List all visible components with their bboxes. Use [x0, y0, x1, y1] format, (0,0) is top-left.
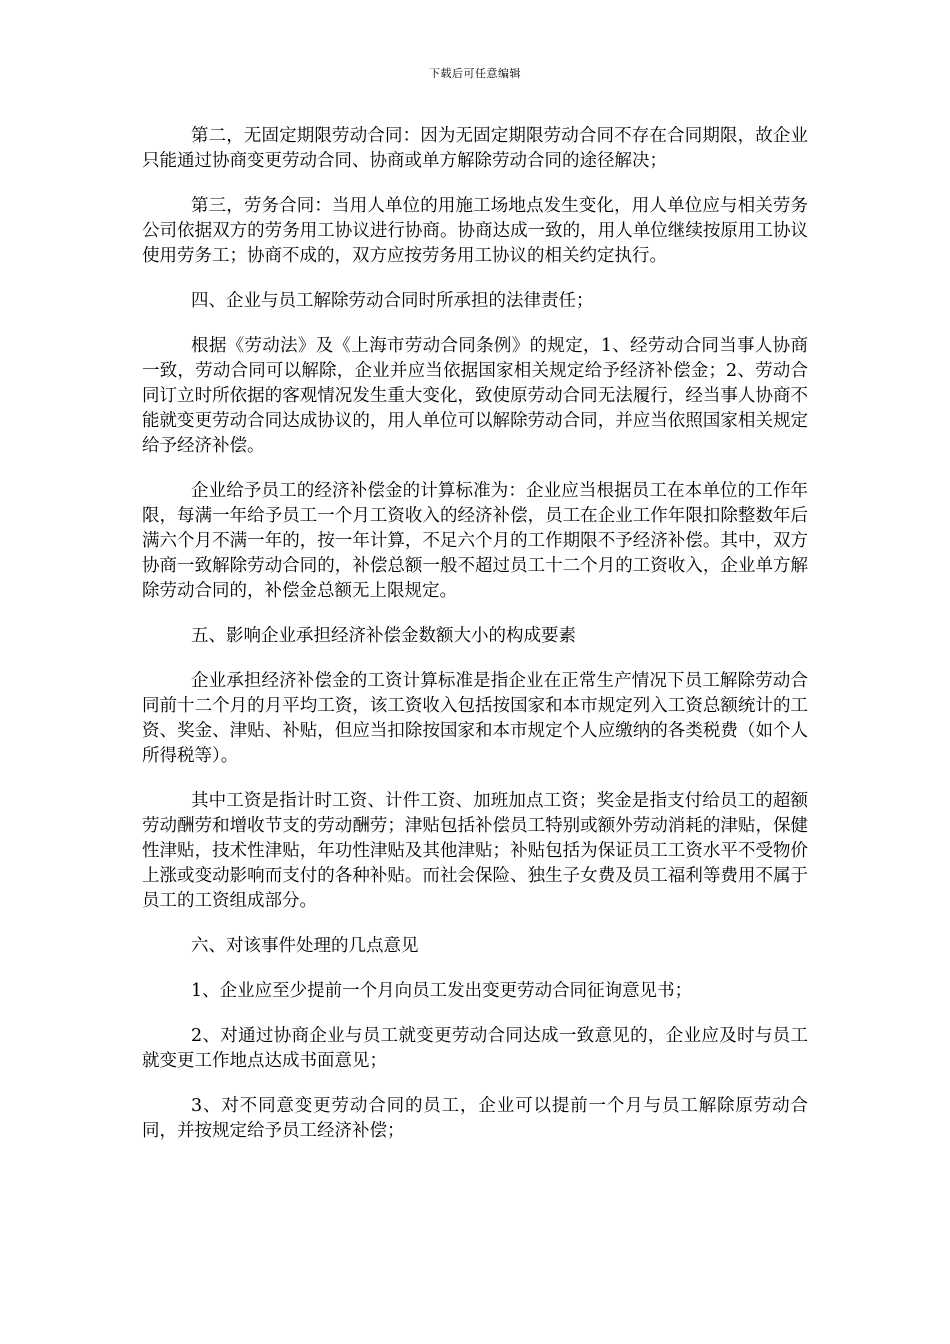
list-item-opinion-1: 1、企业应至少提前一个月向员工发出变更劳动合同征询意见书； — [191, 981, 693, 1001]
section-heading-legal-liability: 四、企业与员工解除劳动合同时所承担的法律责任； — [191, 291, 594, 311]
paragraph-indefinite-term-contract: 第二，无固定期限劳动合同：因为无固定期限劳动合同不存在合同期限，故企业只能通过协商变更劳动合同、协商或单方解除劳动合同的途径解决； — [142, 126, 808, 171]
paragraph-labor-law-provisions: 根据《劳动法》及《上海市劳动合同条例》的规定，1、经劳动合同当事人协商一致，劳动合同可以解除，企业并应当依据国家相关规定给予经济补偿金；2、劳动合同订立时所依据的客观情况发生重大变化，致使原劳动合同无法履行，经当事人协商不能就变更劳动合同达成协议的，用人单位可以解除劳动合同，并应当依照国家相关规定给予经济补偿。 — [142, 336, 808, 456]
paragraph-wage-components: 其中工资是指计时工资、计件工资、加班加点工资；奖金是指支付给员工的超额劳动酬劳和增收节支的劳动酬劳；津贴包括补偿员工特别或额外劳动消耗的津贴，保健性津贴，技术性津贴，年功性津贴及其他津贴；补贴包括为保证员工工资水平不受物价上涨或变动影响而支付的各种补贴。而社会保险、独生子女费及员工福利等费用不属于员工的工资组成部分。 — [142, 791, 808, 911]
list-item-opinion-3: 3、对不同意变更劳动合同的员工，企业可以提前一个月与员工解除原劳动合同，并按规定给予员工经济补偿； — [142, 1096, 808, 1141]
paragraph-wage-calculation: 企业承担经济补偿金的工资计算标准是指企业在正常生产情况下员工解除劳动合同前十二个月的月平均工资，该工资收入包括按国家和本市规定列入工资总额统计的工资、奖金、津贴、补贴，但应当扣除按国家和本市规定个人应缴纳的各类税费（如个人所得税等）。 — [142, 671, 808, 766]
paragraph-labor-service-contract: 第三，劳务合同：当用人单位的用施工场地点发生变化，用人单位应与相关劳务公司依据双方的劳务用工协议进行协商。协商达成一致的，用人单位继续按原用工协议使用劳务工；协商不成的，双方应按劳务用工协议的相关约定执行。 — [142, 196, 808, 266]
document-body — [142, 124, 808, 1164]
page-header: 下载后可任意编辑 — [429, 67, 521, 80]
paragraph-compensation-standard: 企业给予员工的经济补偿金的计算标准为：企业应当根据员工在本单位的工作年限，每满一年给予员工一个月工资收入的经济补偿，员工在企业工作年限扣除整数年后满六个月不满一年的，按一年计算，不足六个月的工作期限不予经济补偿。其中，双方协商一致解除劳动合同的，补偿总额一般不超过员工十二个月的工资收入，企业单方解除劳动合同的，补偿金总额无上限规定。 — [142, 481, 808, 601]
list-item-opinion-2: 2、对通过协商企业与员工就变更劳动合同达成一致意见的，企业应及时与员工就变更工作地点达成书面意见； — [142, 1026, 808, 1071]
section-heading-handling-opinions: 六、对该事件处理的几点意见 — [191, 936, 419, 956]
section-heading-compensation-factors: 五、影响企业承担经济补偿金数额大小的构成要素 — [191, 626, 576, 646]
